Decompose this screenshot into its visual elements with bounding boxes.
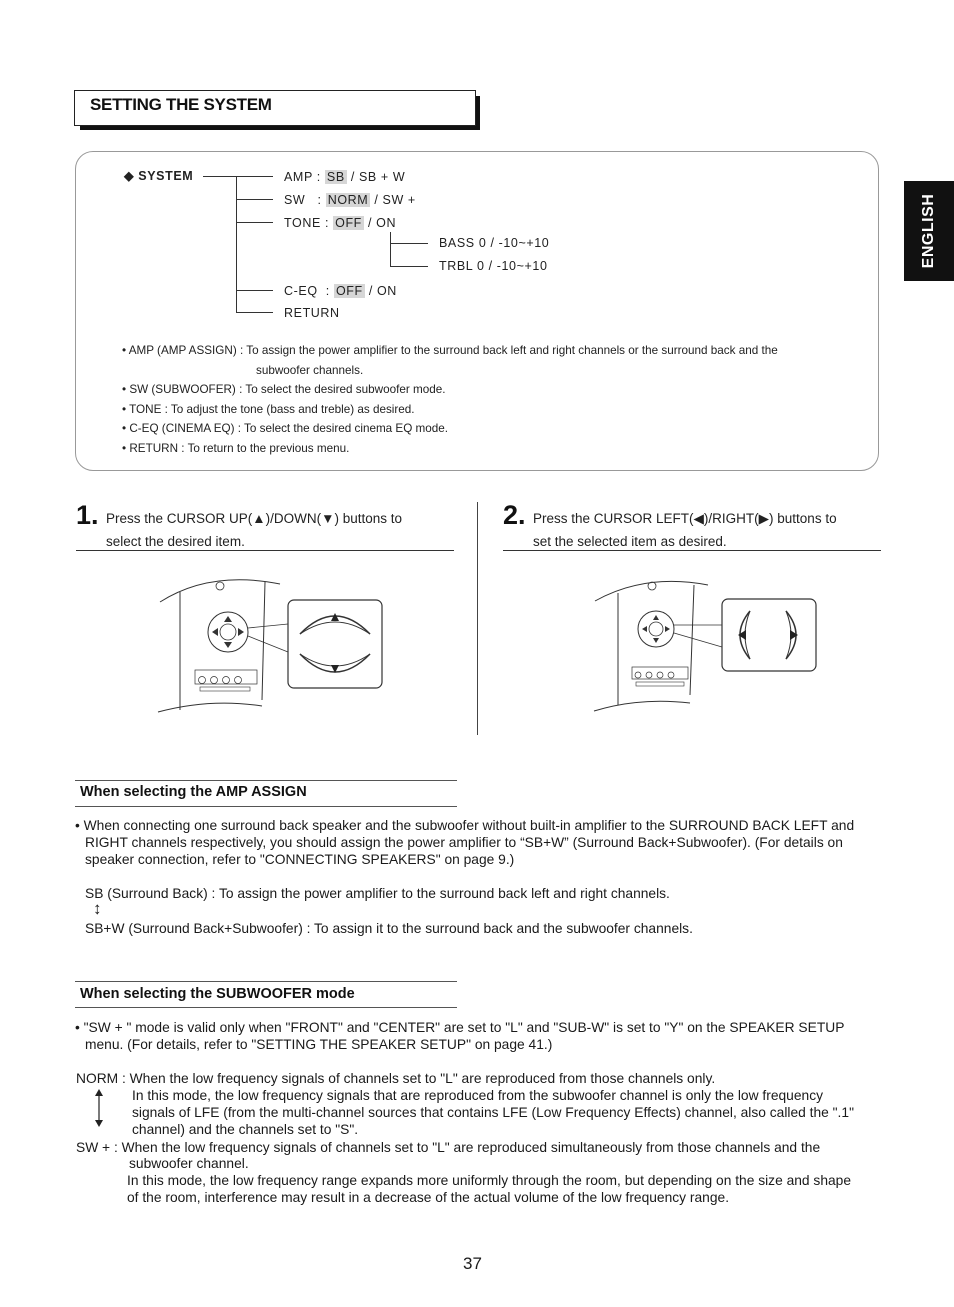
sw-norm-desc: In this mode, the low frequency signals that are reproduced from the subwoofer channel is only the low frequency signals of LFE (from the multi-channel sources that contains LFE (Low Frequency Effects) channel, also called the ".1" channel) and the channels set to "S". <box>132 1088 854 1137</box>
sw-plus-desc: In this mode, the low frequency range expands more uniformly through the room, but depending on the size and shape of the room, interference may result in a decrease of the actual volume of the low frequency range. <box>127 1173 852 1205</box>
page-title: SETTING THE SYSTEM <box>90 95 272 114</box>
double-arrow-icon: ↕ <box>93 899 102 918</box>
title-shadow <box>80 126 480 130</box>
tree-line <box>236 312 273 313</box>
tree-line <box>203 176 273 177</box>
amp-option-sbw: SB+W (Surround Back+Subwoofer) : To assign it to the surround back and the subwoofer channels. <box>85 921 693 936</box>
column-divider <box>477 502 478 735</box>
menu-subitem-bass: BASS 0 / -10~+10 <box>439 236 550 250</box>
step-2-text: Press the CURSOR LEFT(◀)/RIGHT(▶) buttons to set the selected item as desired. <box>533 511 837 549</box>
selected-value: OFF <box>335 216 362 230</box>
menu-root-system: ◆ SYSTEM <box>124 169 194 183</box>
note-amp-cont: subwoofer channels. <box>256 364 364 377</box>
amp-option-sb: SB (Surround Back) : To assign the power amplifier to the surround back left and right channels. <box>85 886 670 901</box>
double-arrow-icon <box>92 1089 106 1127</box>
note-sw: • SW (SUBWOOFER) : To select the desired subwoofer mode. <box>122 383 446 396</box>
title-shadow <box>476 96 480 130</box>
tree-line <box>236 176 237 313</box>
menu-item-sw: SW : NORM / SW + <box>284 193 416 207</box>
note-return: • RETURN : To return to the previous menu. <box>122 442 350 455</box>
step-2-rule <box>503 550 881 551</box>
step-1-number: 1. <box>76 500 99 530</box>
language-label: ENGLISH <box>920 193 937 269</box>
page-number: 37 <box>463 1254 482 1273</box>
remote-leftright-illustration <box>590 575 820 720</box>
step-1-rule <box>76 550 454 551</box>
amp-paragraph: • When connecting one surround back speaker and the subwoofer without built-in amplifier to the SURROUND BACK LEFT and RIGHT channels respectively, you should assign the power amplifier to “SB+W” (Surround Back+Subwoofer). (For details on speaker connection, refer to "CONNECTING SPEAKERS" on page 9.) <box>75 818 855 867</box>
step-1-text: Press the CURSOR UP(▲)/DOWN(▼) buttons to select the desired item. <box>106 511 403 549</box>
sw-plus-line2: subwoofer channel. <box>129 1156 249 1171</box>
note-ceq: • C-EQ (CINEMA EQ) : To select the desired cinema EQ mode. <box>122 422 449 435</box>
sw-plus-line1: SW + : When the low frequency signals of channels set to "L" are reproduced simultaneously from those channels and the <box>76 1140 821 1155</box>
tree-line <box>390 243 428 244</box>
sw-paragraph: • "SW + " mode is valid only when "FRONT" and "CENTER" are set to "L" and "SUB-W" is set to "Y" on the SPEAKER SETUP menu. (For details, refer to "SETTING THE SPEAKER SETUP" on page 41.) <box>75 1020 845 1052</box>
menu-item-ceq: C-EQ : OFF / ON <box>284 284 397 298</box>
tree-line <box>390 266 428 267</box>
menu-item-tone: TONE : OFF / ON <box>284 216 397 230</box>
tree-line <box>236 290 273 291</box>
sw-norm-line1: NORM : When the low frequency signals of channels set to "L" are reproduced from those channels only. <box>76 1071 716 1086</box>
section-sw-title: When selecting the SUBWOOFER mode <box>80 986 355 1002</box>
tree-line <box>236 222 273 223</box>
menu-item-return: RETURN <box>284 306 340 320</box>
note-tone: • TONE : To adjust the tone (bass and treble) as desired. <box>122 403 415 416</box>
menu-item-amp: AMP : SB / SB + W <box>284 170 406 184</box>
menu-subitem-trbl: TRBL 0 / -10~+10 <box>439 259 548 273</box>
section-amp-title: When selecting the AMP ASSIGN <box>80 784 307 800</box>
tree-line <box>236 199 273 200</box>
remote-updown-illustration <box>150 570 390 720</box>
tree-line <box>390 232 391 267</box>
note-amp: • AMP (AMP ASSIGN) : To assign the power amplifier to the surround back left and right channels or the surround back and the <box>122 344 778 357</box>
selected-value: OFF <box>335 284 363 298</box>
step-2-number: 2. <box>503 500 526 530</box>
selected-value: SB <box>326 170 345 184</box>
selected-value: NORM <box>327 193 369 207</box>
